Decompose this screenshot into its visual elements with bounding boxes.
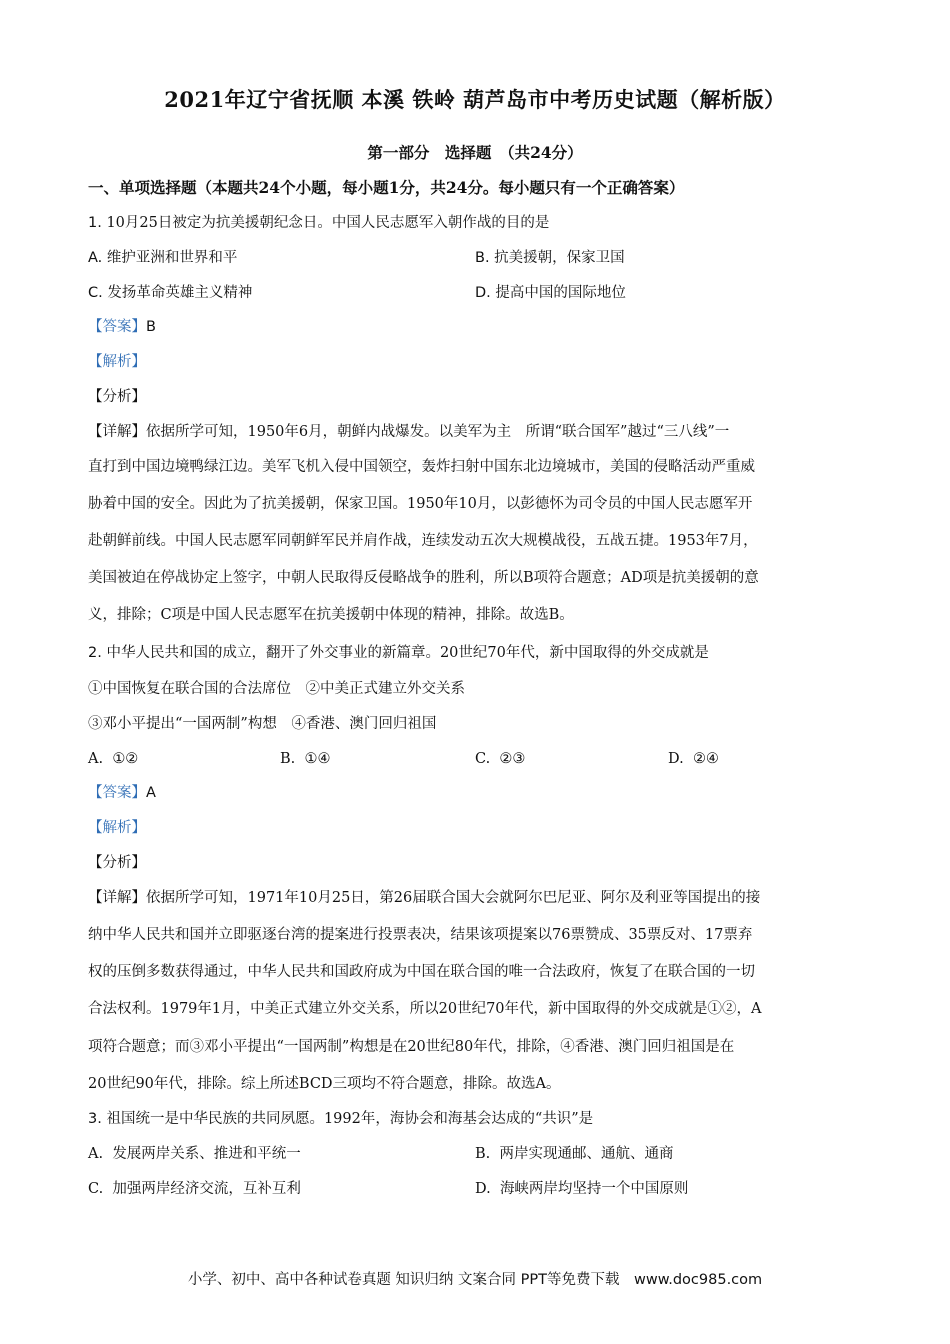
question-1-option-b: B. 抗美援朝，保家卫国 bbox=[475, 250, 625, 266]
question-3-option-c: C. 加强两岸经济交流，互补互利 bbox=[88, 1181, 301, 1197]
question-3-option-a: A. 发展两岸关系、推进和平统一 bbox=[88, 1146, 301, 1162]
question-1-detail-line: 直打到中国边境鸭绿江边。美军飞机入侵中国领空，轰炸扫射中国东北边境城市，美国的侵略活动严重威 bbox=[88, 459, 755, 475]
question-1-detail-line: 美国被迫在停战协定上签字，中朝人民取得反侵略战争的胜利，所以B项符合题意；AD项是抗美援朝的意 bbox=[88, 570, 759, 586]
question-2-items-line: ③邓小平提出“一国两制”构想 ④香港、澳门回归祖国 bbox=[88, 716, 437, 732]
question-2-detail-line: 项符合题意；而③邓小平提出“一国两制”构想是在20世纪80年代，排除，④香港、澳门回归祖国是在 bbox=[88, 1039, 735, 1055]
question-2-detail-line: 权的压倒多数获得通过，中华人民共和国政府成为中国在联合国的唯一合法政府，恢复了在联合国的一切 bbox=[88, 964, 755, 980]
question-1-analyze-label: 【分析】 bbox=[88, 389, 146, 405]
question-2-detail-line: 合法权利。1979年1月，中美正式建立外交关系，所以20世纪70年代，新中国取得的外交成就是①②，A bbox=[88, 1001, 762, 1017]
question-2-analyze-label: 【分析】 bbox=[88, 855, 146, 871]
document-title: 2021年辽宁省抚顺 本溪 铁岭 葫芦岛市中考历史试题（解析版） bbox=[164, 87, 786, 112]
question-2-option-d: D. ②④ bbox=[668, 751, 719, 767]
question-1-answer: 【答案】B bbox=[88, 319, 156, 335]
question-1-detail-line: 赴朝鲜前线。中国人民志愿军同朝鲜军民并肩作战，连续发动五次大规模战役，五战五捷。1953年7月， bbox=[88, 533, 758, 549]
question-2-detail-line: 纳中华人民共和国并立即驱逐台湾的提案进行投票表决，结果该项提案以76票赞成、35票反对、17票弃 bbox=[88, 927, 753, 943]
question-1-detail-line: 【详解】依据所学可知，1950年6月，朝鲜内战爆发。以美军为主 所谓“联合国军”越过“三八线”一 bbox=[88, 424, 730, 440]
question-1-analysis-label: 【解析】 bbox=[88, 354, 146, 370]
question-2-detail-line: 20世纪90年代，排除。综上所述BCD三项均不符合题意，排除。故选A。 bbox=[88, 1076, 561, 1092]
footer-promo-text: 小学、初中、高中各种试卷真题 知识归纳 文案合同 PPT等免费下载 www.doc985.com bbox=[187, 1272, 763, 1288]
question-1-detail-line: 胁着中国的安全。因此为了抗美援朝，保家卫国。1950年10月，以彭德怀为司令员的中国人民志愿军开 bbox=[88, 496, 753, 512]
question-2-analysis-label: 【解析】 bbox=[88, 820, 146, 836]
question-2-stem: 2. 中华人民共和国的成立，翻开了外交事业的新篇章。20世纪70年代，新中国取得的外交成就是 bbox=[88, 645, 709, 661]
question-2-option-b: B. ①④ bbox=[280, 751, 331, 767]
part-heading: 第一部分 选择题 （共24分） bbox=[367, 143, 583, 162]
question-2-option-a: A. ①② bbox=[88, 751, 139, 767]
question-2-items-line: ①中国恢复在联合国的合法席位 ②中美正式建立外交关系 bbox=[88, 681, 465, 697]
question-3-option-d: D. 海峡两岸均坚持一个中国原则 bbox=[475, 1181, 689, 1197]
question-1-detail-line: 义，排除；C项是中国人民志愿军在抗美援朝中体现的精神，排除。故选B。 bbox=[88, 607, 574, 623]
question-2-detail-line: 【详解】依据所学可知，1971年10月25日，第26届联合国大会就阿尔巴尼亚、阿尔及利亚等国提出的接 bbox=[88, 890, 761, 906]
question-2-option-c: C. ②③ bbox=[475, 751, 526, 767]
question-3-stem: 3. 祖国统一是中华民族的共同夙愿。1992年，海协会和海基会达成的“共识”是 bbox=[88, 1111, 594, 1127]
question-1-option-d: D. 提高中国的国际地位 bbox=[475, 285, 626, 301]
question-1-option-a: A. 维护亚洲和世界和平 bbox=[88, 250, 238, 266]
section-heading: 一、单项选择题（本题共24个小题，每小题1分，共24分。每小题只有一个正确答案） bbox=[88, 178, 685, 197]
question-3-option-b: B. 两岸实现通邮、通航、通商 bbox=[475, 1146, 674, 1162]
question-2-answer: 【答案】A bbox=[88, 785, 156, 801]
question-1-option-c: C. 发扬革命英雄主义精神 bbox=[88, 285, 253, 301]
question-1-stem: 1. 10月25日被定为抗美援朝纪念日。中国人民志愿军入朝作战的目的是 bbox=[88, 215, 550, 231]
